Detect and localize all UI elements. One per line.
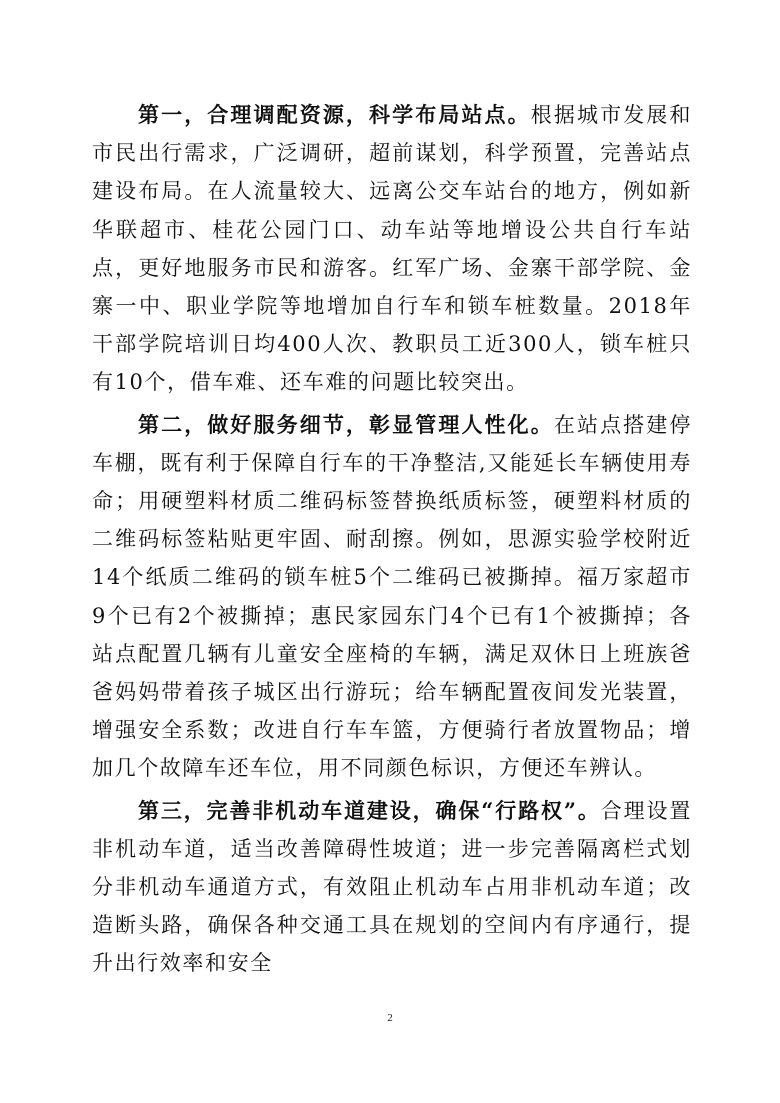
paragraph-2: [92, 406, 692, 788]
paragraph-3-text: 合理设置非机动车道，适当改善障碍性坡道；进一步完善隔离栏式划分非机动车通道方式，有效阻止机动车占用非机动车道；改造断头路，确保各种交通工具在规划的空间内有序通行，提升出行效率和安全: [92, 798, 692, 976]
paragraph-2-heading: 第二，做好服务细节，彰显管理人性化。: [138, 411, 554, 437]
page-number: 2: [387, 1012, 393, 1024]
paragraph-2-text: 在站点搭建停车棚，既有利于保障自行车的干净整洁,又能延长车辆使用寿命；用硬塑料材质二维码标签替换纸质标签，硬塑料材质的二维码标签粘贴更牢固、耐刮擦。例如，思源实验学校附近14个纸质二维码的锁车桩5个二维码已被撕掉。福万家超市9个已有2个被撕掉；惠民家园东门4个已有1个被撕掉；各站点配置几辆有儿童安全座椅的车辆，满足双休日上班族爸爸妈妈带着孩子城区出行游玩；给车辆配置夜间发光装置，增强安全系数；改进自行车车篮，方便骑行者放置物品；增加几个故障车还车位，用不同颜色标识，方便还车辨认。: [92, 412, 692, 781]
paragraph-3: [92, 792, 692, 983]
paragraph-1: [92, 96, 692, 402]
paragraph-1-heading: 第一，合理调配资源，科学布局站点。: [138, 102, 531, 127]
paragraph-3-heading: 第三，完善非机动车道建设，确保“行路权”。: [138, 797, 601, 823]
document-body: [92, 96, 692, 987]
paragraph-1-text: 根据城市发展和市民出行需求，广泛调研，超前谋划，科学预置，完善站点建设布局。在人流量较大、远离公交车站台的地方，例如新华联超市、桂花公园门口、动车站等地增设公共自行车站点，更好地服务市民和游客。红军广场、金寨干部学院、金寨一中、职业学院等地增加自行车和锁车桩数量。2018年干部学院培训日均400人次、教职员工近300人，锁车桩只有10个，借车难、还车难的问题比较突出。: [92, 103, 693, 395]
